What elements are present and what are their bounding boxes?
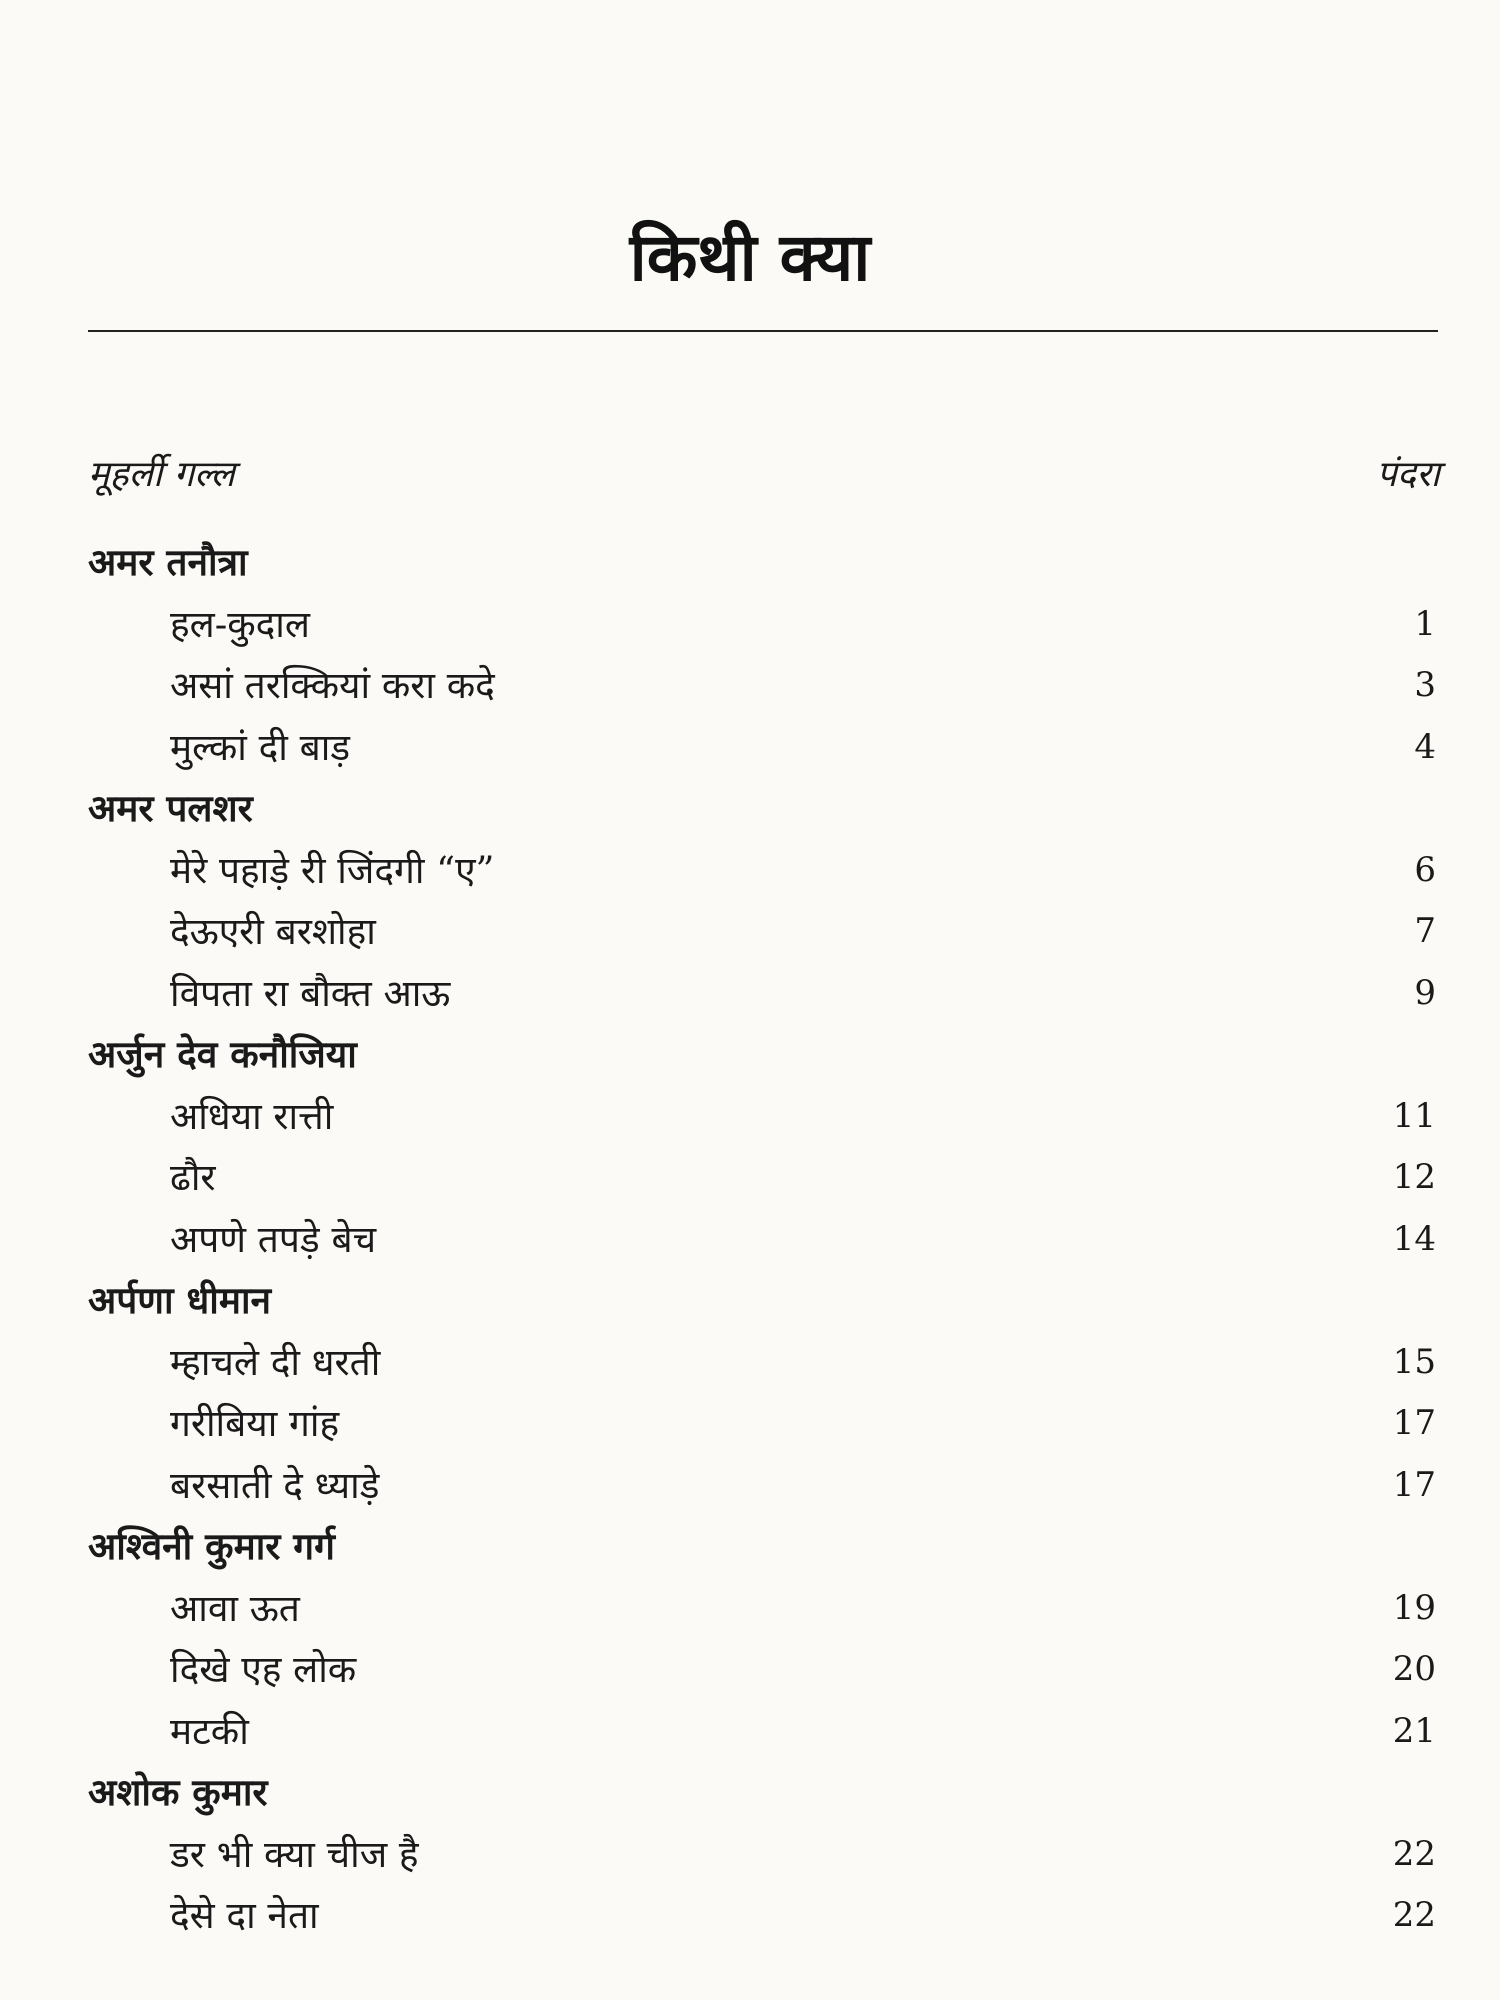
entry-page: 19 <box>1392 1587 1436 1628</box>
entry-page: 9 <box>1414 972 1436 1013</box>
entry-title: अधिया रात्ती <box>170 1094 334 1138</box>
author-heading: अर्पणा धीमान <box>88 1278 272 1322</box>
toc-entry <box>88 1393 1436 1455</box>
entry-title: हल-कुदाल <box>170 602 310 646</box>
entry-page: 6 <box>1414 849 1436 890</box>
entry-title: अपणे तपड़े बेच <box>170 1217 377 1261</box>
entry-page: 17 <box>1392 1403 1436 1443</box>
entry-page: 7 <box>1414 911 1436 951</box>
toc-entry <box>88 1885 1436 1947</box>
toc-entry <box>88 1824 1436 1886</box>
entry-title: गरीबिया गांह <box>170 1402 340 1445</box>
toc-entry <box>88 717 1436 779</box>
toc-entry <box>88 1147 1436 1209</box>
entry-page: 20 <box>1392 1649 1436 1689</box>
toc-entry <box>88 655 1436 717</box>
entry-title: मटकी <box>170 1709 249 1753</box>
toc-entry <box>88 1086 1436 1148</box>
author-heading: अमर पलशर <box>88 786 253 830</box>
entry-page: 4 <box>1414 726 1436 767</box>
entry-page: 17 <box>1392 1464 1436 1505</box>
entry-title: मुल्कां दी बाड़ <box>170 725 351 769</box>
toc-entry <box>88 1578 1436 1640</box>
toc-entry <box>88 963 1436 1025</box>
entry-title: असां तरक्कियां करा कदे <box>170 664 495 707</box>
entry-page: 22 <box>1392 1833 1436 1874</box>
entry-title: म्हाचले दी धरती <box>170 1340 381 1384</box>
entry-page: 1 <box>1414 603 1436 644</box>
author-heading: अमर तनौत्रा <box>88 540 248 584</box>
preface-label: मूहर्ली गल्ल <box>88 454 235 495</box>
preface-page: पंदरा <box>1376 454 1440 495</box>
entry-title: दिखे एह लोक <box>170 1648 357 1691</box>
entry-title: देऊएरी बरशोहा <box>170 910 376 953</box>
toc-entry <box>88 1209 1436 1271</box>
page-title: किथी क्या <box>629 219 871 296</box>
toc-entry <box>88 1332 1436 1394</box>
entry-page: 21 <box>1392 1710 1436 1751</box>
entry-title: डर भी क्या चीज है <box>170 1832 419 1876</box>
toc-entry <box>88 594 1436 656</box>
toc-entry <box>88 901 1436 963</box>
entry-page: 15 <box>1392 1341 1436 1382</box>
entry-page: 22 <box>1392 1895 1436 1935</box>
table-of-contents <box>88 532 1436 1947</box>
entry-title: आवा ऊत <box>170 1586 300 1630</box>
entry-title: ढौर <box>170 1156 216 1199</box>
entry-page: 12 <box>1392 1157 1436 1197</box>
entry-page: 14 <box>1392 1218 1436 1259</box>
entry-title: बरसाती दे ध्याड़े <box>170 1463 380 1507</box>
toc-entry <box>88 1639 1436 1701</box>
toc-entry <box>88 1701 1436 1763</box>
entry-title: मेरे पहाड़े री जिंदगी “ए” <box>170 848 495 892</box>
entry-page: 11 <box>1392 1095 1436 1136</box>
toc-entry <box>88 840 1436 902</box>
author-heading: अर्जुन देव कनौजिया <box>88 1032 357 1076</box>
preface-entry <box>88 445 1440 505</box>
entry-title: विपता रा बौक्त आऊ <box>170 971 451 1015</box>
title-divider <box>88 330 1438 332</box>
author-heading: अश्विनी कुमार गर्ग <box>88 1524 335 1568</box>
entry-title: देसे दा नेता <box>170 1894 319 1937</box>
entry-page: 3 <box>1414 665 1436 705</box>
author-heading: अशोक कुमार <box>88 1770 268 1814</box>
toc-entry <box>88 1455 1436 1517</box>
